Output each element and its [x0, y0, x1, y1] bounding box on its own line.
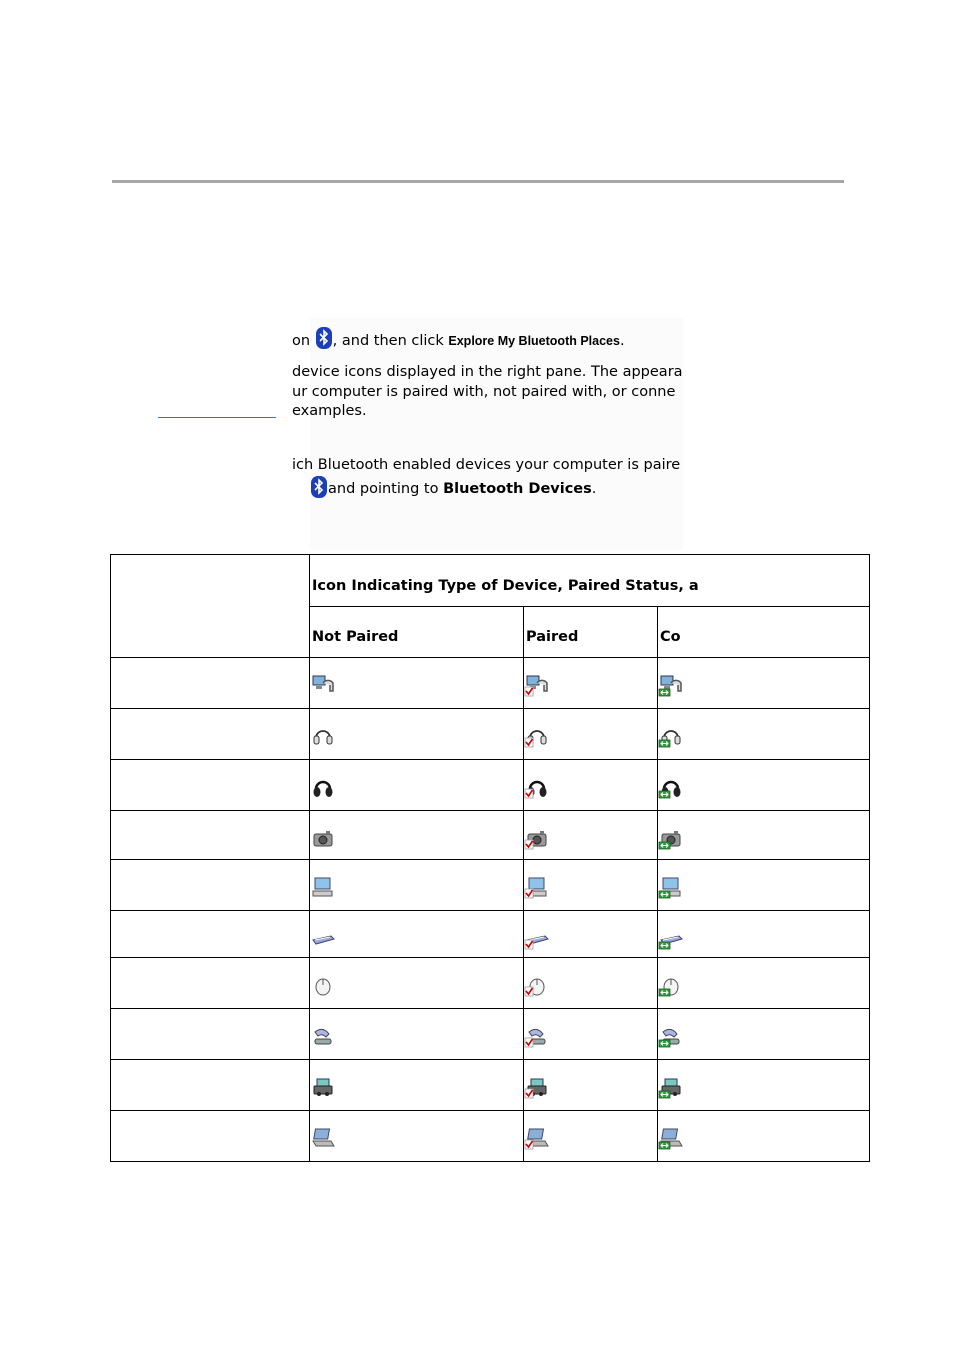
laptop-icon — [311, 1126, 335, 1150]
computer-icon — [659, 875, 683, 899]
snippet-line-1 — [292, 326, 625, 350]
headset-icon — [311, 724, 335, 748]
row-divider — [110, 859, 870, 860]
headset-with-computer-icon — [311, 673, 335, 697]
icon-type-header: Icon Indicating Type of Device, Paired Status, a — [312, 578, 699, 594]
keyboard-icon — [311, 926, 335, 950]
headset-with-computer-icon — [659, 673, 683, 697]
row-divider — [110, 957, 870, 958]
mouse-icon — [525, 973, 549, 997]
link-underline[interactable] — [158, 417, 276, 418]
keyboard-icon — [659, 926, 683, 950]
headphones-icon — [659, 775, 683, 799]
explore-places-label: Explore My Bluetooth Places — [448, 334, 620, 348]
not-paired-header: Not Paired — [312, 629, 399, 645]
connected-column-divider — [657, 606, 658, 1162]
keyboard-icon — [525, 926, 549, 950]
bluetooth-icon — [315, 326, 333, 350]
headphones-icon — [311, 775, 335, 799]
snippet-line-3: ur computer is paired with, not paired with, or conne — [292, 384, 676, 400]
fax-printer-icon — [525, 1075, 549, 1099]
table-bottom-border — [110, 1161, 870, 1162]
mouse-icon — [659, 973, 683, 997]
mouse-icon — [311, 973, 335, 997]
row-divider — [110, 1008, 870, 1009]
row-divider — [110, 810, 870, 811]
snippet-text: on — [292, 333, 315, 349]
row-divider — [110, 910, 870, 911]
snippet-line-2: device icons displayed in the right pane. The appeara — [292, 364, 683, 380]
row-divider — [110, 657, 870, 658]
computer-icon — [311, 875, 335, 899]
fax-printer-icon — [311, 1075, 335, 1099]
table-right-border — [869, 554, 870, 1162]
paired-column-divider — [523, 606, 524, 1162]
headset-icon — [525, 724, 549, 748]
phone-icon — [659, 1024, 683, 1048]
laptop-icon — [525, 1126, 549, 1150]
header-rule — [112, 180, 844, 183]
instruction-snippet — [292, 318, 683, 550]
table-top-border — [110, 554, 870, 555]
table-left-border — [110, 554, 111, 1162]
snippet-text: . — [591, 481, 597, 497]
row-divider — [110, 759, 870, 760]
snippet-line-5: ich Bluetooth enabled devices your computer is paire — [292, 457, 681, 473]
device-icon-table — [110, 554, 870, 1162]
bluetooth-devices-label: Bluetooth Devices — [443, 481, 592, 497]
paired-header: Paired — [526, 629, 579, 645]
camera-icon — [659, 826, 683, 850]
snippet-text: , and then click — [332, 333, 449, 349]
headphones-icon — [525, 775, 549, 799]
snippet-line-6 — [308, 481, 596, 497]
phone-icon — [311, 1024, 335, 1048]
bluetooth-icon — [310, 475, 328, 499]
connected-header: Co — [660, 629, 681, 645]
camera-icon — [311, 826, 335, 850]
snippet-line-4: examples. — [292, 403, 367, 419]
headset-with-computer-icon — [525, 673, 549, 697]
snippet-text: and pointing to — [328, 481, 444, 497]
laptop-icon — [659, 1126, 683, 1150]
row-divider — [110, 708, 870, 709]
row-divider — [110, 1059, 870, 1060]
computer-icon — [525, 875, 549, 899]
header-divider — [309, 606, 870, 607]
fax-printer-icon — [659, 1075, 683, 1099]
device-column-divider — [309, 554, 310, 1162]
camera-icon — [525, 826, 549, 850]
snippet-text: . — [619, 333, 625, 349]
headset-icon — [659, 724, 683, 748]
row-divider — [110, 1110, 870, 1111]
phone-icon — [525, 1024, 549, 1048]
